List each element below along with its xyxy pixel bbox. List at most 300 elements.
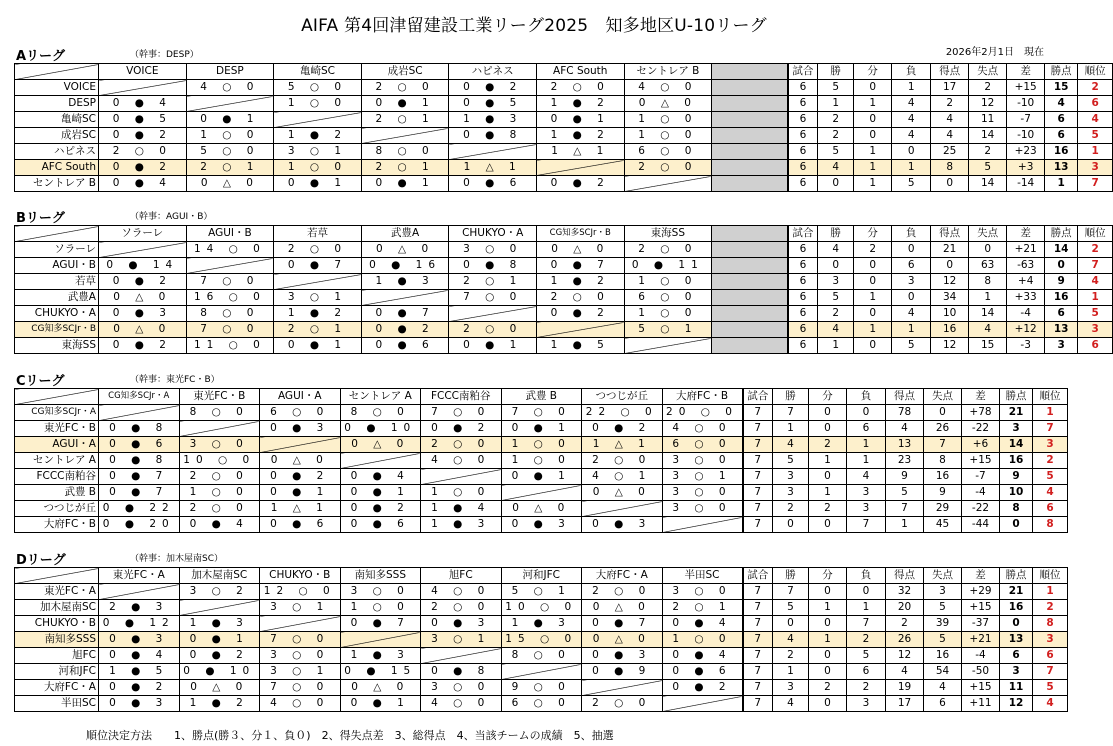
empty-gray-column bbox=[712, 274, 788, 290]
match-score: 0 ● 15 bbox=[344, 665, 417, 677]
self-match-cell bbox=[536, 322, 624, 338]
empty-gray-column bbox=[712, 290, 788, 306]
empty-gray-column bbox=[712, 306, 788, 322]
stat-wins: 1 bbox=[773, 421, 809, 437]
match-result bbox=[340, 680, 421, 696]
stat-goals-against: 8 bbox=[969, 274, 1007, 290]
team-row bbox=[15, 112, 1113, 128]
stat-points: 14 bbox=[1000, 437, 1033, 453]
match-result bbox=[662, 600, 743, 616]
stat-wins: 2 bbox=[818, 128, 854, 144]
match-result bbox=[186, 306, 274, 322]
match-result bbox=[99, 274, 187, 290]
match-score: 3 ○ 0 bbox=[270, 649, 330, 661]
stat-goals-against: 5 bbox=[924, 600, 962, 616]
stat-rank: 2 bbox=[1078, 242, 1113, 258]
match-result bbox=[421, 405, 502, 421]
match-result bbox=[186, 128, 274, 144]
match-result bbox=[260, 648, 341, 664]
stat-games: 7 bbox=[743, 421, 773, 437]
match-result bbox=[260, 680, 341, 696]
match-result bbox=[361, 338, 449, 354]
match-score: 0 ● 4 bbox=[672, 649, 732, 661]
match-score: 0 ● 7 bbox=[350, 617, 410, 629]
stat-goals-for: 0 bbox=[931, 258, 969, 274]
match-result bbox=[99, 421, 180, 437]
match-score: 0 ● 4 bbox=[109, 649, 169, 661]
match-result bbox=[260, 469, 341, 485]
stat-wins: 1 bbox=[773, 664, 809, 680]
stat-points: 16 bbox=[1000, 600, 1033, 616]
stat-losses: 0 bbox=[892, 144, 931, 160]
stat-header: 失点 bbox=[924, 568, 962, 584]
match-result bbox=[260, 584, 341, 600]
match-result bbox=[662, 648, 743, 664]
self-match-cell bbox=[260, 437, 341, 453]
match-result bbox=[501, 469, 582, 485]
stat-games: 7 bbox=[743, 405, 773, 421]
match-result bbox=[361, 160, 449, 176]
match-result bbox=[501, 501, 582, 517]
stat-games: 7 bbox=[743, 501, 773, 517]
match-score: 0 ● 6 bbox=[350, 518, 410, 530]
match-result bbox=[582, 421, 663, 437]
match-score: 20 ○ 0 bbox=[666, 406, 738, 418]
team-name: 旭FC bbox=[15, 648, 99, 664]
stat-goals-for: 23 bbox=[886, 453, 924, 469]
stat-header: 失点 bbox=[924, 389, 962, 405]
stat-goals-against: 54 bbox=[924, 664, 962, 680]
stat-goals-for: 4 bbox=[886, 664, 924, 680]
stat-losses: 4 bbox=[892, 306, 931, 322]
stat-wins: 0 bbox=[773, 517, 809, 533]
match-result bbox=[99, 517, 180, 533]
match-score: 0 ● 8 bbox=[109, 454, 169, 466]
match-score: 3 ○ 2 bbox=[189, 585, 249, 597]
match-score: 6 ○ 0 bbox=[511, 697, 571, 709]
match-score: 3 ○ 1 bbox=[672, 470, 732, 482]
match-score: 0 △ 0 bbox=[113, 323, 172, 335]
match-score: 0 ● 9 bbox=[592, 665, 652, 677]
stat-goal-diff: +29 bbox=[962, 584, 1000, 600]
match-score: 0 ● 1 bbox=[189, 633, 249, 645]
stat-rank: 7 bbox=[1033, 421, 1068, 437]
league-table bbox=[14, 225, 1113, 354]
self-match-cell bbox=[449, 144, 537, 160]
stat-points: 0 bbox=[1000, 616, 1033, 632]
match-score: 8 ○ 0 bbox=[350, 406, 410, 418]
match-score: 7 ○ 0 bbox=[511, 406, 571, 418]
stat-games: 6 bbox=[788, 322, 818, 338]
stat-goal-diff: -44 bbox=[962, 517, 1000, 533]
match-result bbox=[179, 437, 260, 453]
opponent-header: VOICE bbox=[99, 64, 187, 80]
match-result bbox=[536, 144, 624, 160]
stat-goal-diff: +21 bbox=[1007, 242, 1045, 258]
match-result bbox=[340, 437, 421, 453]
match-score: 0 ● 8 bbox=[431, 665, 491, 677]
match-score: 0 ● 16 bbox=[369, 259, 442, 271]
stat-wins: 4 bbox=[818, 322, 854, 338]
match-result bbox=[501, 453, 582, 469]
stat-goals-against: 0 bbox=[924, 405, 962, 421]
team-name: 加木屋南SC bbox=[15, 600, 99, 616]
stat-rank: 4 bbox=[1078, 274, 1113, 290]
match-result bbox=[179, 680, 260, 696]
self-match-cell bbox=[536, 160, 624, 176]
stat-games: 7 bbox=[743, 469, 773, 485]
match-score: 0 ● 11 bbox=[631, 259, 704, 271]
match-score: 0 ● 5 bbox=[112, 113, 172, 125]
match-score: 0 ● 2 bbox=[270, 470, 330, 482]
self-match-cell bbox=[361, 128, 449, 144]
team-row bbox=[15, 176, 1113, 192]
stat-draws: 0 bbox=[854, 338, 892, 354]
stat-games: 7 bbox=[743, 648, 773, 664]
stat-wins: 5 bbox=[773, 600, 809, 616]
match-score: 0 ● 1 bbox=[350, 697, 410, 709]
match-result bbox=[624, 96, 712, 112]
match-score: 8 ○ 0 bbox=[189, 406, 249, 418]
empty-gray-column bbox=[712, 160, 788, 176]
match-score: 0 △ 0 bbox=[592, 486, 651, 498]
match-score: 0 ● 4 bbox=[350, 470, 410, 482]
stat-games: 6 bbox=[788, 338, 818, 354]
stat-header: 差 bbox=[962, 568, 1000, 584]
match-result bbox=[179, 405, 260, 421]
match-result bbox=[501, 437, 582, 453]
stat-losses: 1 bbox=[847, 600, 886, 616]
stat-goals-for: 12 bbox=[886, 648, 924, 664]
match-result bbox=[99, 322, 187, 338]
match-score: 0 ● 2 bbox=[112, 161, 172, 173]
match-score: 0 ● 2 bbox=[112, 129, 172, 141]
stat-losses: 5 bbox=[892, 338, 931, 354]
stat-header: 分 bbox=[809, 568, 847, 584]
match-score: 0 ● 7 bbox=[550, 259, 610, 271]
stat-goal-diff: +15 bbox=[962, 453, 1000, 469]
empty-gray-column bbox=[712, 64, 788, 80]
match-score: 8 ○ 0 bbox=[200, 307, 260, 319]
stat-goals-against: 3 bbox=[924, 584, 962, 600]
team-row bbox=[15, 680, 1068, 696]
stat-losses: 4 bbox=[892, 112, 931, 128]
match-score: 0 ● 1 bbox=[270, 486, 330, 498]
stat-goal-diff: +3 bbox=[1007, 160, 1045, 176]
match-result bbox=[186, 242, 274, 258]
stat-wins: 5 bbox=[818, 290, 854, 306]
stat-draws: 1 bbox=[854, 290, 892, 306]
stat-goal-diff: -7 bbox=[1007, 112, 1045, 128]
self-match-cell bbox=[421, 648, 502, 664]
match-score: 3 ○ 0 bbox=[672, 585, 732, 597]
match-result bbox=[624, 242, 712, 258]
stat-losses: 3 bbox=[847, 501, 886, 517]
self-match-cell bbox=[186, 258, 274, 274]
match-score: 4 ○ 1 bbox=[592, 470, 652, 482]
stat-draws: 1 bbox=[854, 160, 892, 176]
team-row bbox=[15, 632, 1068, 648]
match-score: 0 △ 0 bbox=[113, 291, 172, 303]
stat-draws: 0 bbox=[854, 112, 892, 128]
opponent-header: セントレア B bbox=[624, 64, 712, 80]
opponent-header: 東光FC・B bbox=[179, 389, 260, 405]
match-result bbox=[421, 421, 502, 437]
match-result bbox=[340, 501, 421, 517]
stat-wins: 1 bbox=[818, 96, 854, 112]
stat-points: 13 bbox=[1000, 632, 1033, 648]
header-corner bbox=[15, 389, 99, 405]
header-corner bbox=[15, 568, 99, 584]
stat-header: 差 bbox=[1007, 64, 1045, 80]
stat-draws: 0 bbox=[854, 274, 892, 290]
match-result bbox=[536, 176, 624, 192]
stat-wins: 3 bbox=[773, 680, 809, 696]
match-score: 0 △ 0 bbox=[592, 601, 651, 613]
team-name: ソラーレ bbox=[15, 242, 99, 258]
stat-draws: 1 bbox=[809, 600, 847, 616]
match-result bbox=[662, 680, 743, 696]
stat-games: 7 bbox=[743, 453, 773, 469]
stat-games: 7 bbox=[743, 584, 773, 600]
stat-games: 6 bbox=[788, 258, 818, 274]
stat-goals-against: 29 bbox=[924, 501, 962, 517]
match-score: 0 △ 0 bbox=[638, 97, 697, 109]
match-result bbox=[274, 306, 362, 322]
match-score: 0 △ 0 bbox=[270, 454, 329, 466]
header-row bbox=[15, 568, 1068, 584]
header-corner bbox=[15, 226, 99, 242]
team-name: FCCC南粕谷 bbox=[15, 469, 99, 485]
stat-goal-diff: -14 bbox=[1007, 176, 1045, 192]
stat-rank: 7 bbox=[1078, 258, 1113, 274]
opponent-header: AFC South bbox=[536, 64, 624, 80]
match-result bbox=[421, 584, 502, 600]
match-score: 0 ● 4 bbox=[112, 97, 172, 109]
stat-points: 11 bbox=[1000, 680, 1033, 696]
match-result bbox=[449, 338, 537, 354]
match-score: 7 ○ 0 bbox=[200, 275, 260, 287]
match-score: 0 ● 14 bbox=[106, 259, 179, 271]
match-result bbox=[582, 632, 663, 648]
match-score: 1 ○ 0 bbox=[638, 113, 698, 125]
opponent-header: 南知多SSS bbox=[340, 568, 421, 584]
stat-rank: 4 bbox=[1033, 696, 1068, 712]
match-result bbox=[260, 696, 341, 712]
stat-goals-for: 8 bbox=[931, 160, 969, 176]
stat-header: 得点 bbox=[931, 64, 969, 80]
stat-goals-for: 20 bbox=[886, 600, 924, 616]
stat-goals-against: 6 bbox=[924, 696, 962, 712]
stat-header: 勝点 bbox=[1000, 568, 1033, 584]
match-result bbox=[340, 648, 421, 664]
match-result bbox=[582, 648, 663, 664]
match-score: 0 △ 0 bbox=[592, 633, 651, 645]
stat-points: 6 bbox=[1045, 128, 1078, 144]
opponent-header: 加木屋南SC bbox=[179, 568, 260, 584]
match-result bbox=[501, 632, 582, 648]
match-score: 7 ○ 0 bbox=[463, 291, 523, 303]
match-result bbox=[449, 258, 537, 274]
match-result bbox=[99, 485, 180, 501]
stat-losses: 6 bbox=[847, 421, 886, 437]
match-score: 1 ● 2 bbox=[550, 97, 610, 109]
match-score: 1 ● 2 bbox=[189, 697, 249, 709]
team-row bbox=[15, 128, 1113, 144]
stat-goals-for: 5 bbox=[886, 485, 924, 501]
match-result bbox=[501, 616, 582, 632]
stat-goals-against: 63 bbox=[969, 258, 1007, 274]
match-score: 1 ● 5 bbox=[550, 339, 610, 351]
match-result bbox=[340, 485, 421, 501]
match-result bbox=[260, 485, 341, 501]
stat-goals-for: 10 bbox=[931, 306, 969, 322]
match-score: 2 ● 3 bbox=[109, 601, 169, 613]
match-score: 1 △ 1 bbox=[270, 502, 329, 514]
match-score: 0 ● 2 bbox=[550, 307, 610, 319]
match-result bbox=[536, 290, 624, 306]
match-score: 0 ● 8 bbox=[463, 259, 523, 271]
match-score: 2 ○ 0 bbox=[431, 438, 491, 450]
team-name: AGUI・A bbox=[15, 437, 99, 453]
stat-rank: 6 bbox=[1078, 96, 1113, 112]
empty-gray-column bbox=[712, 338, 788, 354]
match-score: 22 ○ 0 bbox=[585, 406, 658, 418]
opponent-header: ハピネス bbox=[449, 64, 537, 80]
stat-header: 負 bbox=[847, 389, 886, 405]
match-score: 16 ○ 0 bbox=[193, 291, 266, 303]
team-row bbox=[15, 584, 1068, 600]
team-name: 東海SS bbox=[15, 338, 99, 354]
stat-goals-against: 45 bbox=[924, 517, 962, 533]
team-row bbox=[15, 469, 1068, 485]
empty-gray-column bbox=[712, 322, 788, 338]
stat-rank: 3 bbox=[1078, 160, 1113, 176]
match-result bbox=[449, 242, 537, 258]
stat-header: 負 bbox=[892, 64, 931, 80]
stat-draws: 0 bbox=[809, 648, 847, 664]
match-result bbox=[449, 112, 537, 128]
match-score: 0 ● 2 bbox=[592, 422, 652, 434]
stat-goals-against: 0 bbox=[969, 242, 1007, 258]
self-match-cell bbox=[186, 96, 274, 112]
team-row bbox=[15, 421, 1068, 437]
match-score: 3 ○ 0 bbox=[431, 681, 491, 693]
stat-goals-for: 19 bbox=[886, 680, 924, 696]
opponent-header: AGUI・B bbox=[186, 226, 274, 242]
match-score: 3 ○ 1 bbox=[287, 145, 348, 157]
stat-games: 7 bbox=[743, 632, 773, 648]
stat-points: 14 bbox=[1045, 242, 1078, 258]
match-score: 0 ● 2 bbox=[112, 275, 172, 287]
stat-goals-against: 39 bbox=[924, 616, 962, 632]
team-row bbox=[15, 160, 1113, 176]
match-score: 0 ● 2 bbox=[375, 323, 435, 335]
match-score: 5 ○ 1 bbox=[511, 585, 571, 597]
match-result bbox=[99, 290, 187, 306]
stat-goal-diff: -50 bbox=[962, 664, 1000, 680]
match-result bbox=[662, 584, 743, 600]
stat-goal-diff: -10 bbox=[1007, 96, 1045, 112]
stat-wins: 2 bbox=[773, 648, 809, 664]
team-row bbox=[15, 338, 1113, 354]
match-result bbox=[361, 112, 449, 128]
stat-header: 失点 bbox=[969, 226, 1007, 242]
match-score: 8 ○ 0 bbox=[511, 649, 571, 661]
team-row bbox=[15, 517, 1068, 533]
self-match-cell bbox=[449, 306, 537, 322]
league-title: Aリーグ bbox=[16, 49, 66, 64]
match-score: 1 ● 2 bbox=[287, 129, 348, 141]
stat-rank: 5 bbox=[1078, 128, 1113, 144]
match-score: 0 ● 7 bbox=[287, 259, 348, 271]
match-score: 1 ● 4 bbox=[431, 502, 491, 514]
stat-wins: 0 bbox=[818, 258, 854, 274]
match-result bbox=[340, 517, 421, 533]
match-result bbox=[421, 437, 502, 453]
stat-draws: 0 bbox=[809, 517, 847, 533]
team-name: セントレア B bbox=[15, 176, 99, 192]
match-score: 1 ○ 0 bbox=[638, 307, 698, 319]
empty-gray-column bbox=[712, 112, 788, 128]
match-result bbox=[274, 96, 362, 112]
match-result bbox=[536, 242, 624, 258]
opponent-header: つつじが丘 bbox=[582, 389, 663, 405]
match-result bbox=[99, 96, 187, 112]
match-score: 12 ○ 0 bbox=[263, 585, 336, 597]
match-score: 0 ● 8 bbox=[463, 129, 523, 141]
match-result bbox=[99, 258, 187, 274]
stat-header: 得点 bbox=[886, 389, 924, 405]
opponent-header: FCCC南粕谷 bbox=[421, 389, 502, 405]
team-row bbox=[15, 696, 1068, 712]
self-match-cell bbox=[274, 274, 362, 290]
match-result bbox=[662, 485, 743, 501]
header-row bbox=[15, 389, 1068, 405]
match-score: 0 ● 4 bbox=[112, 177, 172, 189]
self-match-cell bbox=[340, 632, 421, 648]
match-score: 7 ○ 0 bbox=[431, 406, 491, 418]
stat-draws: 2 bbox=[809, 501, 847, 517]
match-score: 10 ○ 0 bbox=[505, 601, 578, 613]
stat-games: 6 bbox=[788, 290, 818, 306]
stat-rank: 7 bbox=[1078, 176, 1113, 192]
stat-games: 6 bbox=[788, 144, 818, 160]
match-score: 1 ● 3 bbox=[189, 617, 249, 629]
match-score: 2 ○ 0 bbox=[592, 585, 652, 597]
stat-wins: 5 bbox=[773, 453, 809, 469]
stat-goals-for: 2 bbox=[931, 96, 969, 112]
match-score: 2 ○ 0 bbox=[112, 145, 172, 157]
match-score: 2 ○ 0 bbox=[463, 323, 523, 335]
team-name: セントレア A bbox=[15, 453, 99, 469]
stat-losses: 1 bbox=[892, 322, 931, 338]
stat-wins: 4 bbox=[773, 632, 809, 648]
match-score: 1 ● 2 bbox=[550, 129, 610, 141]
team-name: AGUI・B bbox=[15, 258, 99, 274]
stat-points: 3 bbox=[1045, 338, 1078, 354]
match-result bbox=[186, 80, 274, 96]
match-result bbox=[501, 648, 582, 664]
match-score: 1 ○ 0 bbox=[350, 601, 410, 613]
stat-goals-for: 17 bbox=[931, 80, 969, 96]
stat-goals-against: 2 bbox=[969, 80, 1007, 96]
match-score: 0 ● 12 bbox=[102, 617, 175, 629]
stat-goals-against: 14 bbox=[969, 128, 1007, 144]
match-score: 2 ○ 0 bbox=[638, 243, 698, 255]
stat-header: 勝 bbox=[818, 64, 854, 80]
match-score: 1 ○ 0 bbox=[287, 97, 348, 109]
